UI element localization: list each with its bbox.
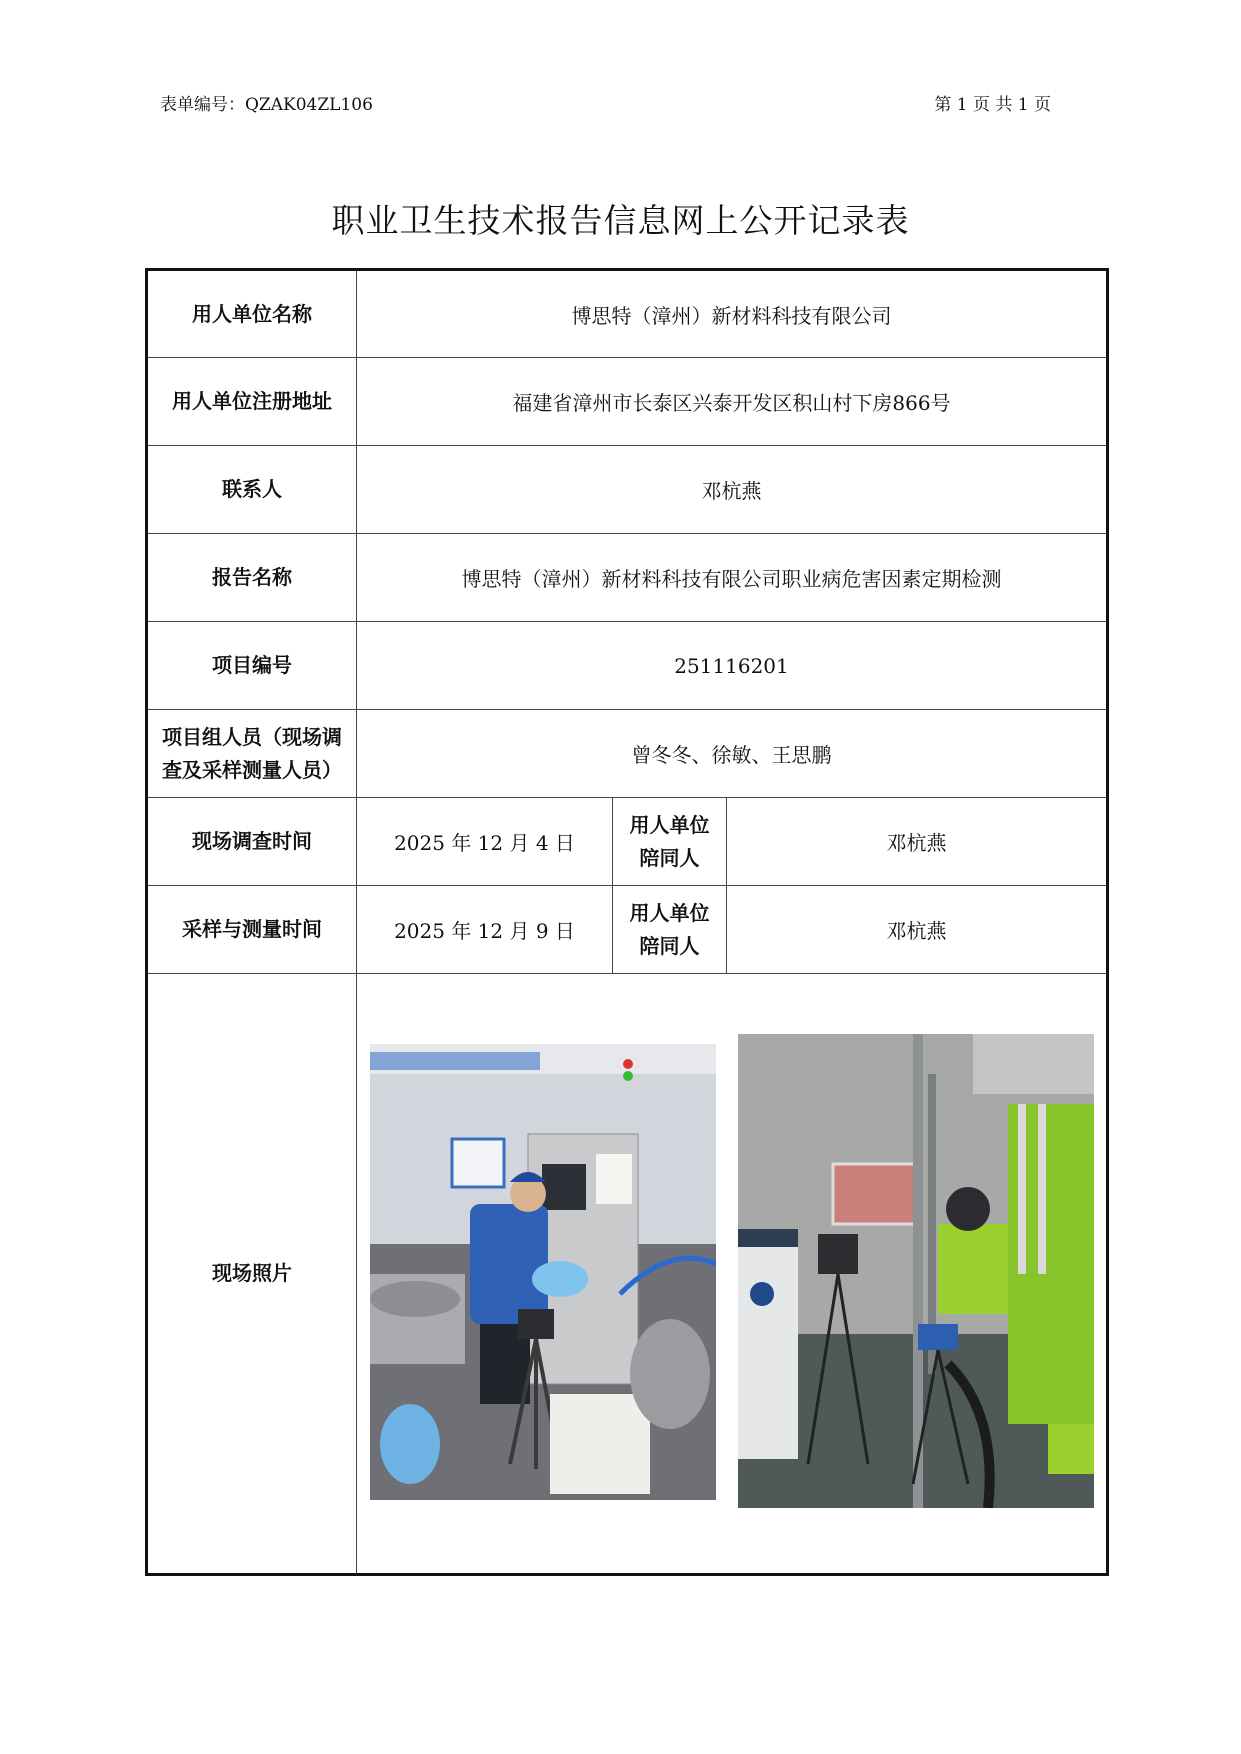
page-info: 第 1 页 共 1 页 — [934, 95, 1051, 115]
row-project-no — [147, 622, 1108, 710]
project-no-value: 251116201 — [357, 622, 1108, 710]
row-survey — [147, 798, 1108, 886]
row-team — [147, 710, 1108, 798]
sampling-time-label: 采样与测量时间 — [147, 886, 357, 974]
report-name-label: 报告名称 — [147, 534, 357, 622]
site-photo-1 — [370, 1044, 716, 1500]
team-label: 项目组人员（现场调查及采样测量人员） — [147, 710, 357, 798]
sampling-accomp-label: 用人单位陪同人 — [613, 886, 727, 974]
address-value: 福建省漳州市长泰区兴泰开发区积山村下房866号 — [357, 358, 1108, 446]
site-photo-2 — [738, 1034, 1094, 1508]
contact-value: 邓杭燕 — [357, 446, 1108, 534]
report-name-value: 博思特（漳州）新材料科技有限公司职业病危害因素定期检测 — [357, 534, 1108, 622]
contact-label: 联系人 — [147, 446, 357, 534]
survey-date: 2025 年 12 月 4 日 — [357, 798, 613, 886]
record-table — [145, 268, 1109, 1576]
survey-time-label: 现场调查时间 — [147, 798, 357, 886]
project-no-label: 项目编号 — [147, 622, 357, 710]
row-address — [147, 358, 1108, 446]
row-photos — [147, 974, 1108, 1575]
row-contact — [147, 446, 1108, 534]
survey-accomp-label: 用人单位陪同人 — [613, 798, 727, 886]
company-name-value: 博思特（漳州）新材料科技有限公司 — [357, 270, 1108, 358]
company-name-label: 用人单位名称 — [147, 270, 357, 358]
page-title: 职业卫生技术报告信息网上公开记录表 — [331, 201, 910, 240]
survey-accomp: 邓杭燕 — [727, 798, 1108, 886]
form-number: 表单编号：QZAK04ZL106 — [160, 95, 373, 115]
sampling-date: 2025 年 12 月 9 日 — [357, 886, 613, 974]
photos-cell — [357, 974, 1108, 1575]
sampling-accomp: 邓杭燕 — [727, 886, 1108, 974]
team-value: 曾冬冬、徐敏、王思鹏 — [357, 710, 1108, 798]
row-report-name — [147, 534, 1108, 622]
row-sampling — [147, 886, 1108, 974]
photos-label: 现场照片 — [147, 974, 357, 1575]
address-label: 用人单位注册地址 — [147, 358, 357, 446]
row-company-name — [147, 270, 1108, 358]
